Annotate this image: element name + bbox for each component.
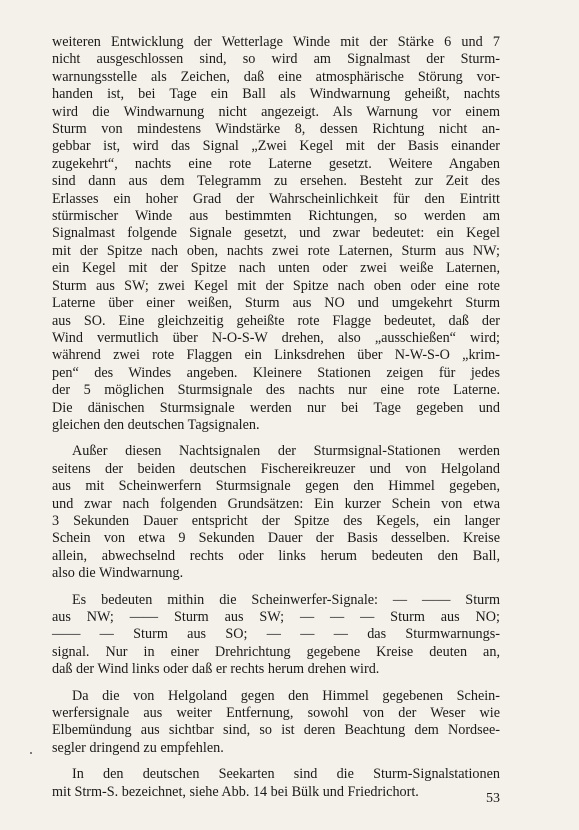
text-line: Signalmast folgende Signale gesetzt, und zwar bedeutet: ein Kegel [52, 225, 500, 242]
text-line: Laterne über einer weißen, Sturm aus NO und umgekehrt Sturm [52, 295, 500, 312]
text-line: Elbemündung aus sichtbar sind, so ist deren Beachtung dem Nordsee- [52, 722, 500, 739]
text-line: Sturm von mindestens Windstärke 8, dessen Richtung nicht an- [52, 121, 500, 138]
text-line: Erlasses ein hoher Grad der Wahrscheinlichkeit für den Eintritt [52, 190, 500, 207]
text-line: und zwar nach folgenden Grundsätzen: Ein kurzer Schein von etwa [52, 495, 500, 512]
text-line: während zwei rote Flaggen ein Linksdrehen über N-W-S-O „krim- [52, 347, 500, 364]
page-number: 53 [486, 791, 500, 806]
text-line: Die dänischen Sturmsignale werden nur bei Tage gegeben und [52, 399, 500, 416]
text-line: Schein von etwa 9 Sekunden Dauer der Basis desselben. Kreise [52, 530, 500, 547]
text-line: Wind vermutlich über N-O-S-W drehen, also „ausschießen“ wird; [52, 329, 500, 346]
text-line: In den deutschen Seekarten sind die Sturm-Signalstationen [72, 766, 500, 783]
text-line: sind dann aus dem Telegramm zu ersehen. Besteht zur Zeit des [52, 173, 500, 190]
text-line: segler dringend zu empfehlen. [52, 739, 224, 756]
text-line: —— — Sturm aus SO; — — — das Sturmwarnungs- [52, 626, 500, 643]
text-line: Sturm aus SW; zwei Kegel mit der Spitze nach oben oder eine rote [52, 277, 500, 294]
text-line: daß der Wind links oder daß er rechts herum drehen wird. [52, 661, 380, 678]
paragraph [52, 688, 500, 758]
text-line: ein Kegel mit der Spitze nach unten oder zwei weiße Laternen, [52, 260, 500, 277]
text-line: also die Windwarnung. [52, 565, 184, 582]
text-line: handen ist, bei Tage ein Ball als Windwarnung geheißt, nachts [52, 86, 500, 103]
text-line: seitens der beiden deutschen Fischereikreuzer und von Helgoland [52, 460, 500, 477]
paragraph [52, 34, 500, 434]
paragraph [52, 592, 500, 679]
text-line: aus SO. Eine gleichzeitig geheißte rote Flagge bedeutet, daß der [52, 312, 500, 329]
text-line: Außer diesen Nachtsignalen der Sturmsignal-Stationen werden [72, 443, 500, 460]
text-line: signal. Nur in einer Drehrichtung gegebene Kreise deuten an, [52, 643, 500, 660]
text-line: werfersignale aus weiter Entfernung, sowohl von der Weser wie [52, 705, 500, 722]
text-line: mit Strm-S. bezeichnet, siehe Abb. 14 bei Bülk und Friedrichort. [52, 783, 419, 800]
text-line: der 5 möglichen Sturmsignale des nachts nur eine rote Laterne. [52, 382, 500, 399]
text-line: Da die von Helgoland gegen den Himmel gegebenen Schein- [72, 687, 500, 704]
body-text [52, 34, 500, 810]
text-line: weiteren Entwicklung der Wetterlage Winde mit der Stärke 6 und 7 [52, 34, 500, 50]
paragraph [52, 443, 500, 582]
text-line: zugekehrt“, nachts eine rote Laterne gesetzt. Weitere Angaben [52, 155, 500, 172]
paragraph [52, 766, 500, 801]
text-line: aus NW; —— Sturm aus SW; — — — Sturm aus NO; [52, 609, 500, 625]
text-line: wird die Windwarnung nicht angezeigt. Als Warnung vor einem [52, 103, 500, 120]
text-line: gleichen den deutschen Tagsignalen. [52, 416, 260, 433]
text-line: Es bedeuten mithin die Scheinwerfer-Signale: — —— Sturm [72, 591, 500, 608]
text-line: pen“ des Windes angeben. Kleinere Stationen zeigen für jedes [52, 364, 500, 381]
text-line: 3 Sekunden Dauer entspricht der Spitze des Kegels, ein langer [52, 512, 500, 529]
text-line: stürmischer Winde aus bestimmten Richtungen, so werden am [52, 208, 500, 225]
text-line: warnungsstelle als Zeichen, daß eine atmosphärische Störung vor- [52, 68, 500, 85]
scan-speck [30, 752, 32, 754]
text-line: aus mit Scheinwerfern Sturmsignale gegen den Himmel gegeben, [52, 478, 500, 495]
text-line: nicht ausgeschlossen sind, so wird am Signalmast der Sturm- [52, 51, 500, 68]
text-line: allein, abwechselnd rechts oder links herum bedeuten den Ball, [52, 547, 500, 564]
text-line: mit der Spitze nach oben, nachts zwei rote Laternen, Sturm aus NW; [52, 242, 500, 259]
text-line: gebbar ist, wird das Signal „Zwei Kegel mit der Basis einander [52, 138, 500, 155]
